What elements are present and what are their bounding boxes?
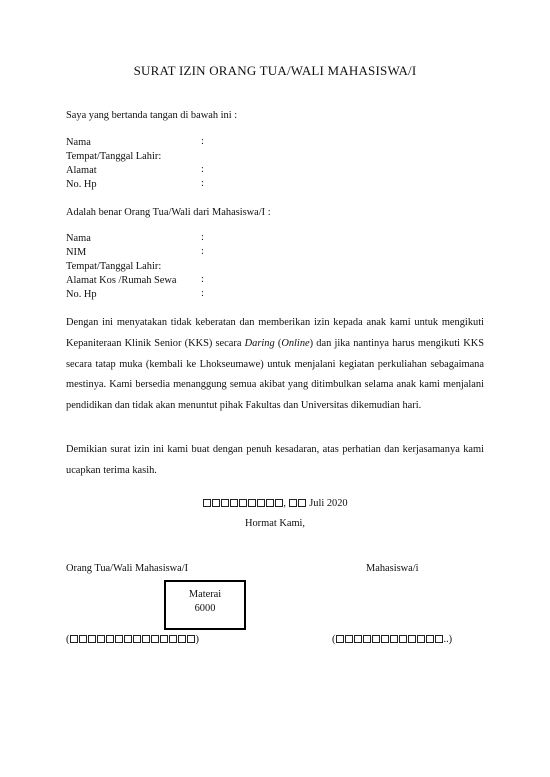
materai-stamp-box bbox=[164, 580, 246, 630]
signatory-left: Orang Tua/Wali Mahasiswa/I bbox=[66, 563, 189, 574]
parent-phone-label: No. Hp bbox=[66, 179, 97, 190]
signature-line-left: ( ) bbox=[66, 634, 199, 645]
parent-phone-colon: : bbox=[201, 178, 204, 189]
student-address-label: Alamat Kos /Rumah Sewa bbox=[66, 275, 177, 286]
date-line bbox=[0, 498, 550, 509]
closing-paragraph: Demikian surat izin ini kami buat dengan penuh kesadaran, atas perhatian dan kerjasamanya kami ucapkan terima kasih. bbox=[66, 444, 484, 476]
signature-line-right: ( ..) bbox=[332, 634, 453, 645]
student-nim-label: NIM bbox=[66, 247, 87, 258]
date-placeholder: , bbox=[202, 498, 306, 509]
student-name-colon: : bbox=[201, 232, 204, 243]
student-name-label: Nama bbox=[66, 233, 91, 244]
student-nim-colon: : bbox=[201, 246, 204, 257]
parent-address-colon: : bbox=[201, 164, 204, 175]
stamp-line2: 6000 bbox=[194, 603, 216, 614]
parent-address-label: Alamat bbox=[66, 165, 97, 176]
student-birth-label: Tempat/Tanggal Lahir: bbox=[66, 261, 162, 272]
parent-birth-label: Tempat/Tanggal Lahir: bbox=[66, 151, 162, 162]
stamp-line1: Materai bbox=[188, 589, 222, 600]
body-paragraph: Dengan ini menyatakan tidak keberatan dan memberikan izin kepada anak kami untuk mengikuti Kepaniteraan Klinik Senior (KKS) secara Daring (Online) dan jika nantinya harus mengikuti KKS secara tatap muka (kembali ke Lhokseumawe) untuk menjalani kegiatan perkuliahan sebagaimana mestinya. Kami bersedia menanggung semua akibat yang ditimbulkan selama anak kami menjalani pendidikan dan tidak akan menuntut pihak Fakultas dan Universitas dikemudian hari. bbox=[66, 317, 484, 412]
student-address-colon: : bbox=[201, 274, 204, 285]
signatory-right: Mahasiswa/i bbox=[366, 563, 419, 574]
parent-name-colon: : bbox=[201, 136, 204, 147]
regards-text: Hormat Kami, bbox=[244, 518, 306, 529]
parent-name-label: Nama bbox=[66, 137, 91, 148]
letter-title: SURAT IZIN ORANG TUA/WALI MAHASISWA/I bbox=[133, 63, 417, 78]
date-text: Juli 2020 bbox=[309, 498, 348, 509]
student-phone-label: No. Hp bbox=[66, 289, 97, 300]
statement-text: Adalah benar Orang Tua/Wali dari Mahasiswa/I : bbox=[66, 207, 271, 218]
intro-text: Saya yang bertanda tangan di bawah ini : bbox=[66, 110, 238, 121]
student-phone-colon: : bbox=[201, 288, 204, 299]
